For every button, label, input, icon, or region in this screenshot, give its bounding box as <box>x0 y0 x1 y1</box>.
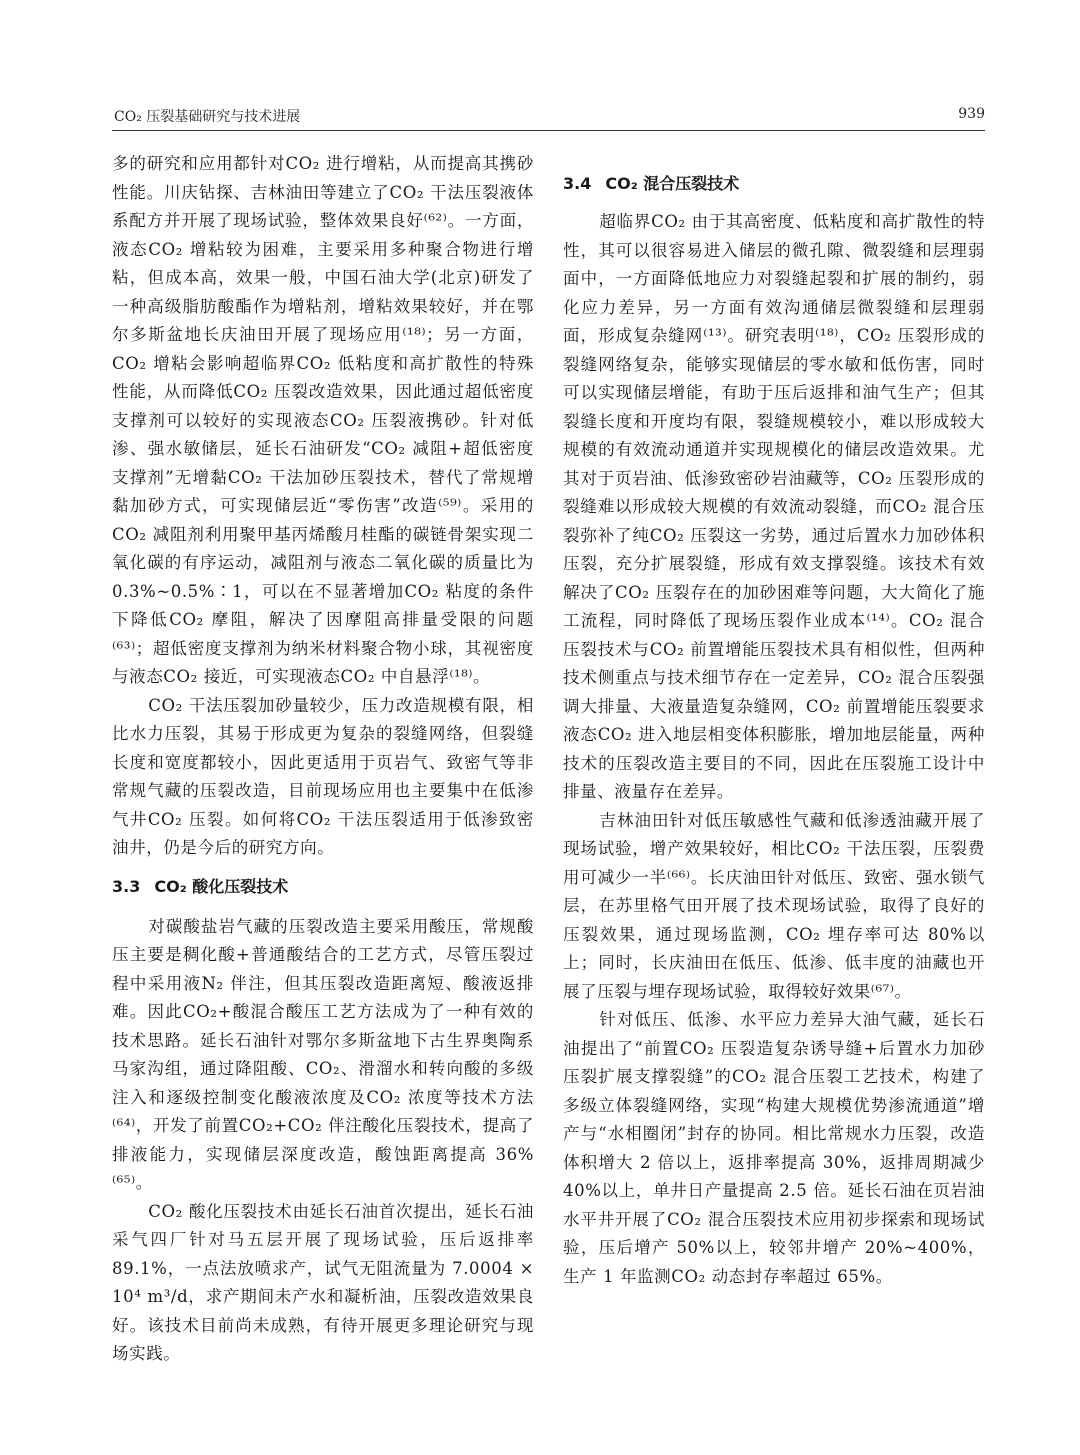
paragraph: 对碳酸盐岩气藏的压裂改造主要采用酸压，常规酸压主要是稠化酸+普通酸结合的工艺方式，尽管压裂过程中采用液N₂ 伴注，但其压裂改造距离短、酸液返排难。因此CO₂+酸混合酸压工艺方法成为了一种有效的技术思路。延长石油针对鄂尔多斯盆地下古生界奥陶系马家沟组，通过降阻酸、CO₂、滑溜水和转向酸的多级注入和逐级控制变化酸液浓度及CO₂ 浓度等技术方法⁽⁶⁴⁾，开发了前置CO₂+CO₂ 伴注酸化压裂技术，提高了排液能力，实现储层深度改造，酸蚀距离提高 36%⁽⁶⁵⁾。 <box>112 916 534 1192</box>
left-column <box>112 150 534 1369</box>
running-title: CO₂ 压裂基础研究与技术进展 <box>114 109 301 125</box>
running-header <box>112 100 985 131</box>
paragraph: 超临界CO₂ 由于其高密度、低粘度和高扩散性的特性，其可以很容易进入储层的微孔隙、微裂缝和层理弱面中，一方面降低地应力对裂缝起裂和扩展的制约，弱化应力差异，另一方面有效沟通储层微裂缝和层理弱面，形成复杂缝网⁽¹³⁾。研究表明⁽¹⁸⁾，CO₂ 压裂形成的裂缝网络复杂，能够实现储层的零水敏和低伤害，同时可以实现储层增能，有助于压后返排和油气生产；但其裂缝长度和开度均有限，裂缝规模较小，难以形成较大规模的有效流动通道并实现规模化的储层改造效果。尤其对于页岩油、低渗致密砂岩油藏等，CO₂ 压裂形成的裂缝难以形成较大规模的有效流动裂缝，而CO₂ 混合压裂弥补了纯CO₂ 压裂这一劣势，通过后置水力加砂体积压裂，充分扩展裂缝，形成有效支撑裂缝。该技术有效解决了CO₂ 压裂存在的加砂困难等问题，大大简化了施工流程，同时降低了现场压裂作业成本⁽¹⁴⁾。CO₂ 混合压裂技术与CO₂ 前置增能压裂技术具有相似性，但两种技术侧重点与技术细节存在一定差异，CO₂ 混合压裂强调大排量、大液量造复杂缝网，CO₂ 前置增能压裂要求液态CO₂ 进入地层相变体积膨胀，增加地层能量，两种技术的压裂改造主要目的不同，因此在压裂施工设计中排量、液量存在差异。 <box>563 212 985 801</box>
paragraph: 吉林油田针对低压敏感性气藏和低渗透油藏开展了现场试验，增产效果较好，相比CO₂ 干法压裂，压裂费用可减少一半⁽⁶⁶⁾。长庆油田针对低压、致密、强水锁气层，在苏里格气田开展了技术现场试验，取得了良好的压裂效果，通过现场监测，CO₂ 埋存率可达 80%以上；同时，长庆油田在低压、低渗、低丰度的油藏也开展了压裂与埋存现场试验，取得较好效果⁽⁶⁷⁾。 <box>563 810 985 1001</box>
page-number: 939 <box>958 106 985 122</box>
section-heading-3-4 <box>563 170 985 198</box>
section-number: 3.4 <box>563 174 592 193</box>
paragraph: CO₂ 酸化压裂技术由延长石油首次提出，延长石油采气四厂针对马五层开展了现场试验，压后返排率 89.1%，一点法放喷求产，试气无阻流量为 7.0004 × 10⁴ m³/d，求产期间未产水和凝析油，压裂改造效果良好。该技术目前尚未成熟，有待开展更多理论研究与现场实践。 <box>112 1201 534 1363</box>
section-number: 3.3 <box>112 876 141 896</box>
paragraph: CO₂ 干法压裂加砂量较少，压力改造规模有限，相比水力压裂，其易于形成更为复杂的裂缝网络，但裂缝长度和宽度都较小，因此更适用于页岩气、致密气等非常规气藏的压裂改造，目前现场应用也主要集中在低渗气井CO₂ 压裂。如何将CO₂ 干法压裂适用于低渗致密油井，仍是今后的研究方向。 <box>112 695 534 857</box>
paragraph: 针对低压、低渗、水平应力差异大油气藏，延长石油提出了“前置CO₂ 压裂造复杂诱导缝+后置水力加砂压裂扩展支撑裂缝”的CO₂ 混合压裂工艺技术，构建了多级立体裂缝网络，实现“构建大规模优势渗流通道”增产与“水相圈闭”封存的协同。相比常规水力压裂，改造体积增大 2 倍以上，返排率提高 30%，返排周期减少 40%以上，单井日产量提高 2.5 倍。延长石油在页岩油水平井开展了CO₂ 混合压裂技术应用初步探索和现场试验，压后增产 50%以上，较邻井增产 20%~400%，生产 1 年监测CO₂ 动态封存率超过 65%。 <box>563 1010 985 1286</box>
section-title: CO₂ 混合压裂技术 <box>605 174 740 193</box>
section-heading-3-3 <box>112 873 534 901</box>
paragraph: 多的研究和应用都针对CO₂ 进行增粘，从而提高其携砂性能。川庆钻探、吉林油田等建立了CO₂ 干法压裂液体系配方并开展了现场试验，整体效果良好⁽⁶²⁾。一方面，液态CO₂ 增粘较为困难，主要采用多种聚合物进行增粘，但成本高，效果一般，中国石油大学(北京)研发了一种高级脂肪酸酯作为增粘剂，增粘效果较好，并在鄂尔多斯盆地长庆油田开展了现场应用⁽¹⁸⁾；另一方面，CO₂ 增粘会影响超临界CO₂ 低粘度和高扩散性的特殊性能，从而降低CO₂ 压裂改造效果，因此通过超低密度支撑剂可以较好的实现液态CO₂ 压裂液携砂。针对低渗、强水敏储层，延长石油研发“CO₂ 减阻+超低密度支撑剂”无增黏CO₂ 干法加砂压裂技术，替代了常规增黏加砂方式，可实现储层近“零伤害”改造⁽⁵⁹⁾。采用的CO₂ 减阻剂利用聚甲基丙烯酸月桂酯的碳链骨架实现二氧化碳的有序运动，减阻剂与液态二氧化碳的质量比为 0.3%~0.5%∶1，可以在不显著增加CO₂ 粘度的条件下降低CO₂ 摩阻，解决了因摩阻高排量受限的问题⁽⁶³⁾；超低密度支撑剂为纳米材料聚合物小球，其视密度与液态CO₂ 接近，可实现液态CO₂ 中自悬浮⁽¹⁸⁾。 <box>112 154 534 686</box>
right-column <box>563 150 985 1291</box>
section-title: CO₂ 酸化压裂技术 <box>154 876 289 896</box>
